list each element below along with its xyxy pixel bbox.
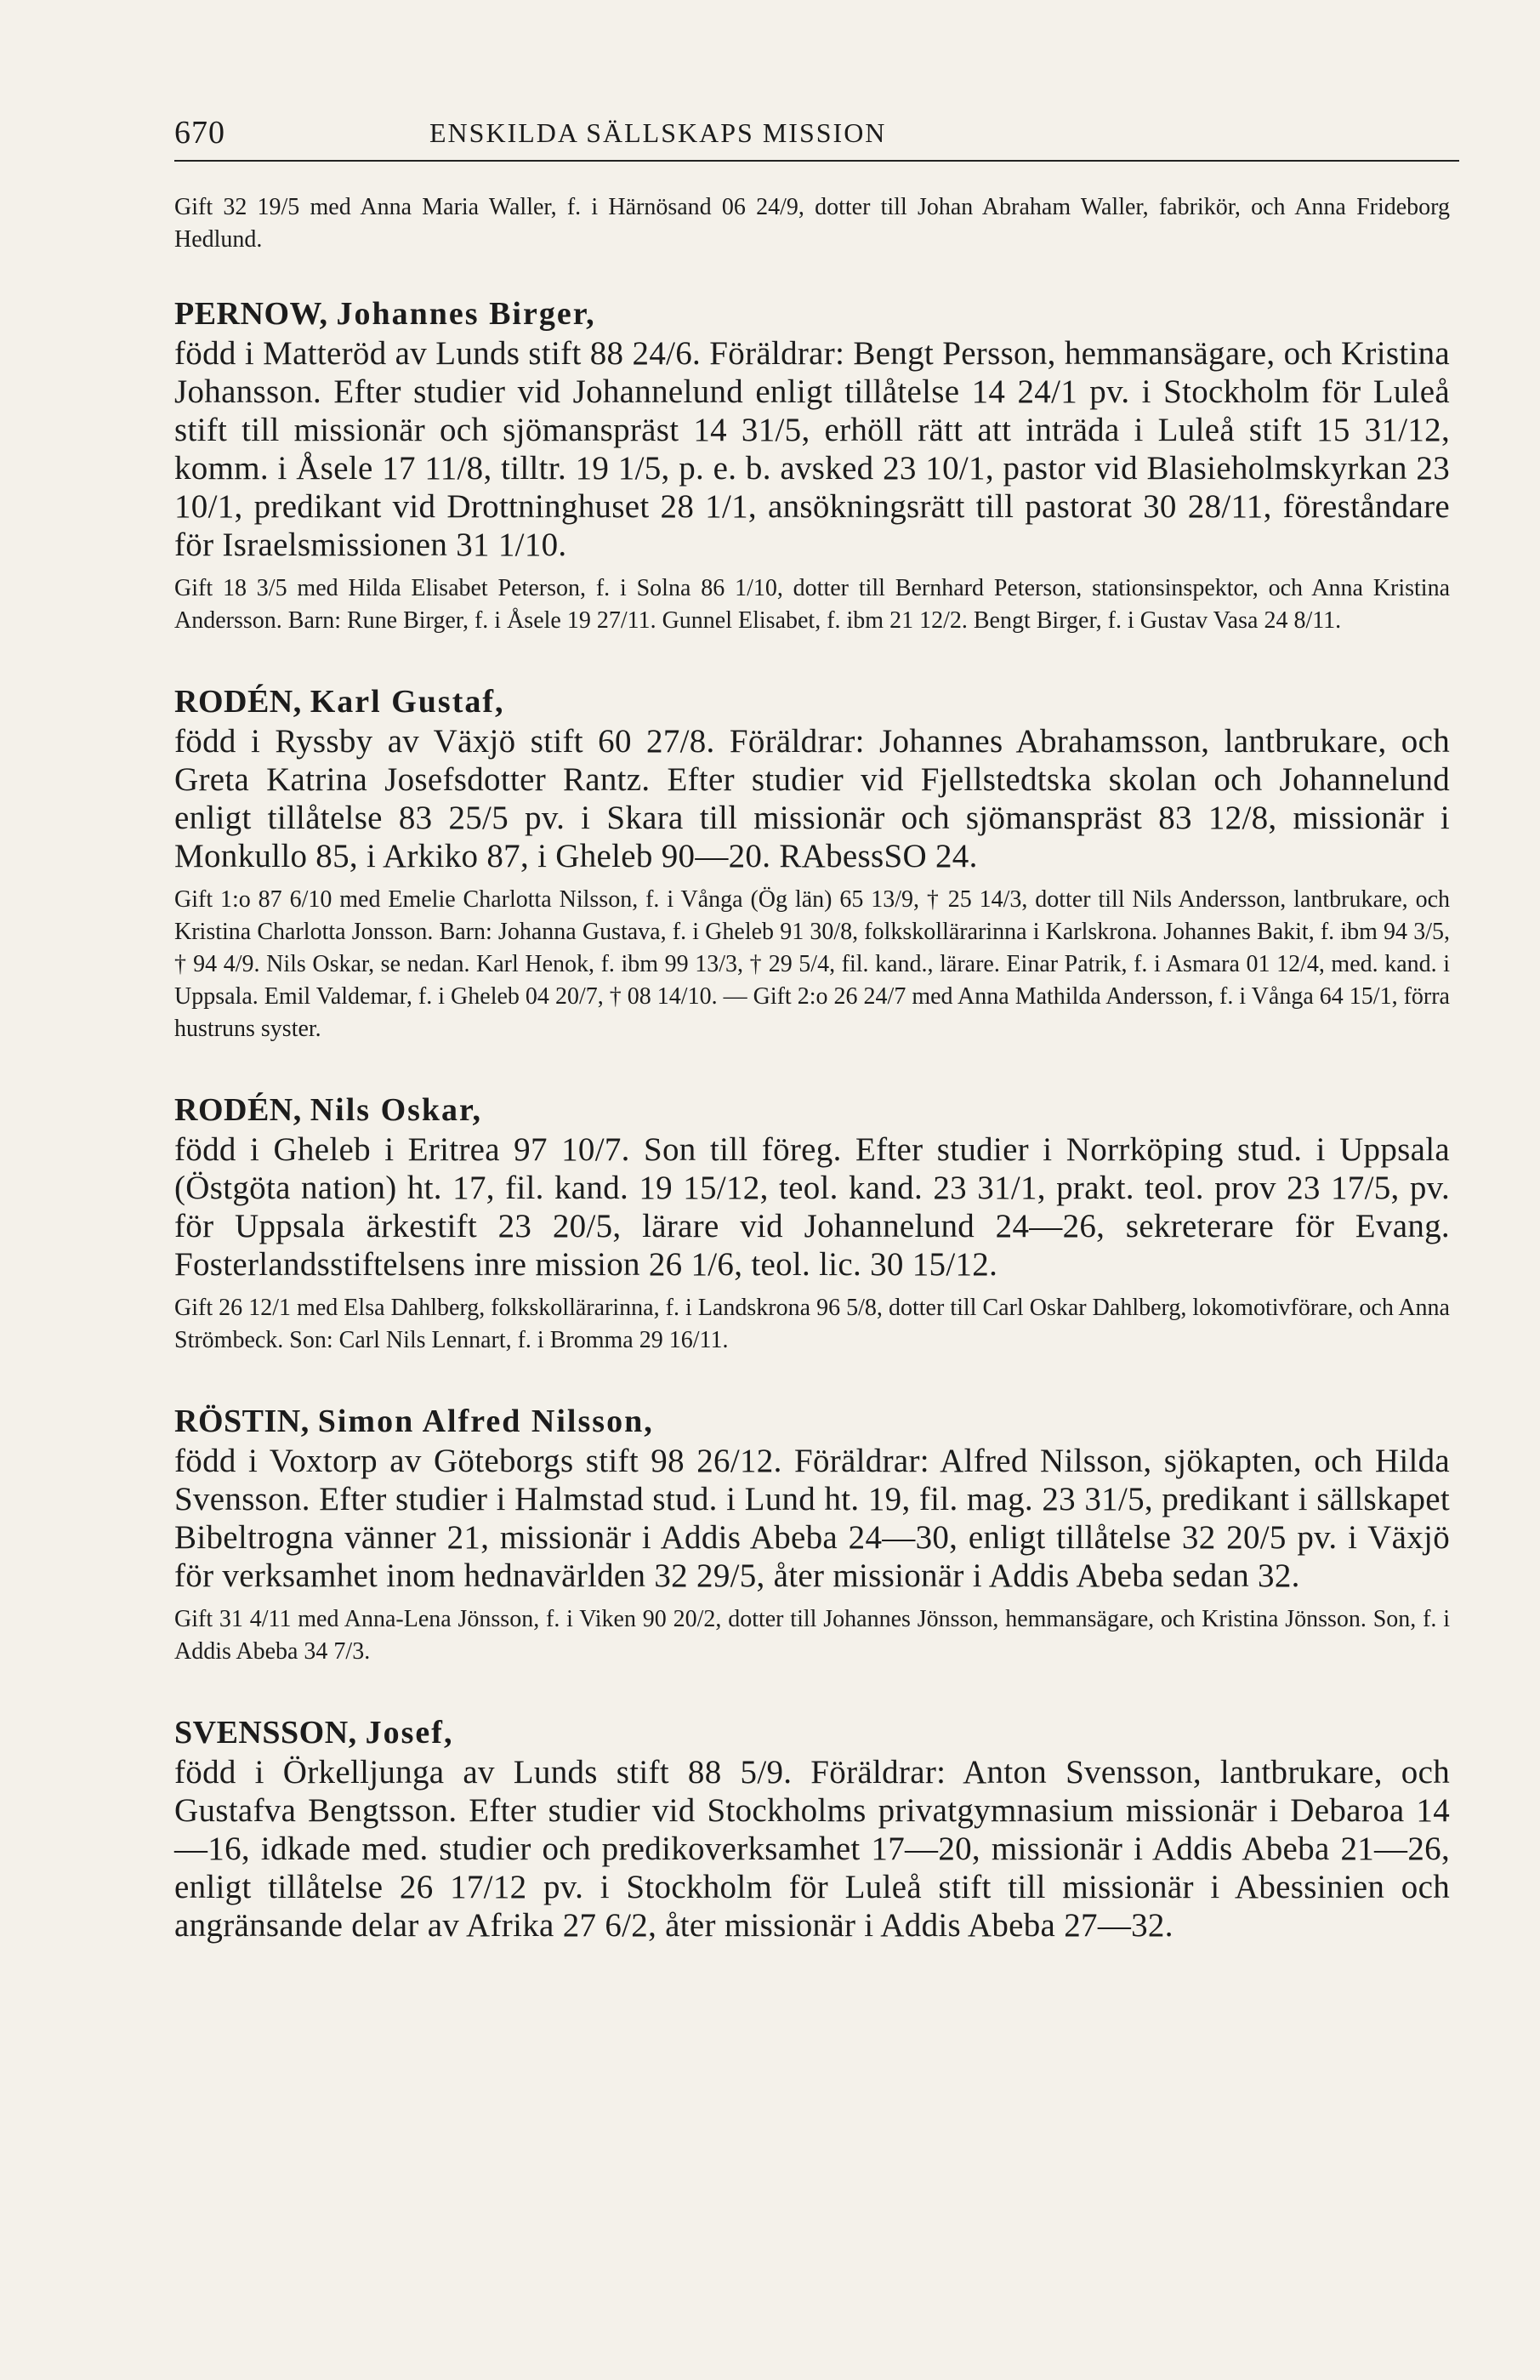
entry-roden-nils [174, 1090, 1450, 1357]
entry-given-names: Johannes Birger, [336, 296, 596, 332]
entry-given-names: Karl Gustaf, [310, 684, 505, 720]
entry-heading [174, 681, 1450, 722]
entry-biography: född i Voxtorp av Göteborgs stift 98 26/12. Föräldrar: Alfred Nilsson, sjökapten, och Hilda Svensson. Efter studier i Halmstad stud. i Lund ht. 19, fil. mag. 23 31/5, predikant i sällskapet Bibeltrogna vänner 21, missionär i Addis Abeba 24—30, enligt tillåtelse 32 20/5 pv. i Växjö för verksamhet inom hednavärlden 32 29/5, åter missionär i Addis Abeba sedan 32. [174, 1443, 1450, 1594]
entry-rostin [174, 1401, 1450, 1668]
entry-given-names: Josef, [365, 1715, 454, 1751]
entry-marriage-note: Gift 31 4/11 med Anna-Lena Jönsson, f. i Viken 90 20/2, dotter till Johannes Jönsson, hemmansägare, och Kristina Jönsson. Son, f. i Addis Abeba 34 7/3. [174, 1606, 1450, 1665]
entry-heading [174, 1090, 1450, 1130]
entry-biography: född i Gheleb i Eritrea 97 10/7. Son till föreg. Efter studier i Norrköping stud. i Uppsala (Östgöta nation) ht. 17, fil. kand. 19 15/12, teol. kand. 23 31/1, prakt. teol. prov 23 17/5, pv. för Uppsala ärkestift 23 20/5, lärare vid Johannelund 24—26, sekreterare för Evang. Fosterlandsstiftelsens inre mission 26 1/6, teol. lic. 30 15/12. [174, 1131, 1450, 1283]
entry-svensson [174, 1712, 1450, 1944]
intro-marriage-note: Gift 32 19/5 med Anna Maria Waller, f. i Härnösand 06 24/9, dotter till Johan Abraham Waller, fabrikör, och Anna Frideborg Hedlund. [174, 194, 1450, 253]
entry-roden-karl [174, 681, 1450, 1045]
entry-given-names: Simon Alfred Nilsson, [317, 1404, 654, 1439]
entry-biography: född i Örkelljunga av Lunds stift 88 5/9. Föräldrar: Anton Svensson, lantbrukare, och Gustafva Bengtsson. Efter studier vid Stockholms privatgymnasium missionär i Debaroa 14—16, idkade med. studier och predikoverksamhet 17—20, missionär i Addis Abeba 21—26, enligt tillåtelse 26 17/12 pv. i Stockholm för Luleå stift till missionär i Abessinien och angränsande delar av Afrika 27 6/2, åter missionär i Addis Abeba 27—32. [174, 1754, 1450, 1944]
entry-marriage-note: Gift 1:o 87 6/10 med Emelie Charlotta Nilsson, f. i Vånga (Ög län) 65 13/9, † 25 14/3, dotter till Nils Andersson, lantbrukare, och Kristina Charlotta Jonsson. Barn: Johanna Gustava, f. i Gheleb 91 30/8, folkskollärarinna i Karlskrona. Johannes Bakit, f. ibm 94 3/5, † 94 4/9. Nils Oskar, se nedan. Karl Henok, f. ibm 99 13/3, † 29 5/4, fil. kand., lärare. Einar Patrik, f. i Asmara 01 12/4, med. kand. i Uppsala. Emil Valdemar, f. i Gheleb 04 20/7, † 08 14/10. — Gift 2:o 26 24/7 med Anna Mathilda Andersson, f. i Vånga 64 15/1, förra hustruns syster. [174, 886, 1450, 1042]
entry-heading [174, 1712, 1450, 1753]
entry-biography: född i Matteröd av Lunds stift 88 24/6. Föräldrar: Bengt Persson, hemmansägare, och Kristina Johansson. Efter studier vid Johannelund enligt tillåtelse 14 24/1 pv. i Stockholm för Luleå stift till missionär och sjömanspräst 14 31/5, erhöll rätt att inträda i Luleå stift 15 31/12, komm. i Åsele 17 11/8, tilltr. 19 1/5, p. e. b. avsked 23 10/1, pastor vid Blasieholmskyrkan 23 10/1, predikant vid Drottninghuset 28 1/1, ansökningsrätt till pastorat 30 28/11, föreståndare för Israelsmissionen 31 1/10. [174, 335, 1450, 563]
entry-heading [174, 1401, 1450, 1442]
page-number: 670 [174, 115, 225, 151]
running-head [174, 109, 1459, 162]
entry-surname: RODÉN, [174, 684, 302, 720]
running-title: ENSKILDA SÄLLSKAPS MISSION [429, 117, 887, 148]
entry-pernow [174, 293, 1450, 637]
entry-heading [174, 293, 1450, 334]
entry-surname: RODÉN, [174, 1092, 302, 1128]
entry-marriage-note: Gift 26 12/1 med Elsa Dahlberg, folkskollärarinna, f. i Landskrona 96 5/8, dotter till Carl Oskar Dahlberg, lokomotivförare, och Anna Strömbeck. Son: Carl Nils Lennart, f. i Bromma 29 16/11. [174, 1295, 1450, 1353]
entry-surname: PERNOW, [174, 296, 328, 332]
page-content [174, 191, 1450, 1944]
entry-surname: SVENSSON, [174, 1715, 357, 1751]
entry-given-names: Nils Oskar, [310, 1092, 482, 1128]
entry-biography: född i Ryssby av Växjö stift 60 27/8. Föräldrar: Johannes Abrahamsson, lantbrukare, och Greta Katrina Josefsdotter Rantz. Efter studier vid Fjellstedtska skolan och Johannelund enligt tillåtelse 83 25/5 pv. i Skara till missionär och sjömanspräst 83 12/8, missionär i Monkullo 85, i Arkiko 87, i Gheleb 90—20. RAbessSO 24. [174, 723, 1450, 874]
entry-surname: RÖSTIN, [174, 1404, 310, 1439]
entry-marriage-note: Gift 18 3/5 med Hilda Elisabet Peterson, f. i Solna 86 1/10, dotter till Bernhard Peterson, stationsinspektor, och Anna Kristina Andersson. Barn: Rune Birger, f. i Åsele 19 27/11. Gunnel Elisabet, f. ibm 21 12/2. Bengt Birger, f. i Gustav Vasa 24 8/11. [174, 575, 1450, 634]
